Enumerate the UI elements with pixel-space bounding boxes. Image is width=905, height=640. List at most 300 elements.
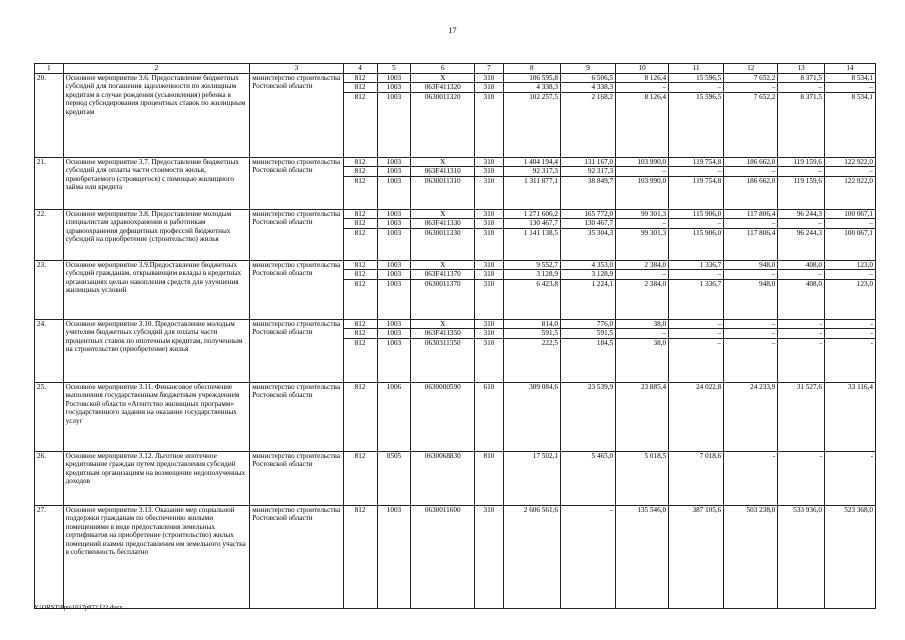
cell-value: 063F411370 <box>411 270 474 279</box>
cell-c11 <box>669 383 724 452</box>
cell-value: 1003 <box>378 320 411 329</box>
cell-c9 <box>560 261 615 320</box>
cell-c5 <box>377 320 411 383</box>
cell-value: 4 338,3 <box>504 83 560 92</box>
cell-value: 1 336,7 <box>699 279 722 288</box>
cell-c10 <box>616 383 669 452</box>
cell-value: 5 465,0 <box>591 452 614 460</box>
responsible-executor: министерство строительства Ростовской области <box>250 452 343 506</box>
cell-value: – <box>669 320 723 329</box>
cell-value: 38 849,7 <box>587 176 614 185</box>
cell-value: – <box>609 506 614 514</box>
cell-c14 <box>824 158 875 210</box>
cell-value: 130 467,7 <box>504 219 560 228</box>
cell-c6 <box>411 506 475 609</box>
cell-value: 131 167,0 <box>561 158 615 167</box>
cell-value: 1003 <box>378 329 411 338</box>
cell-c5 <box>377 74 411 158</box>
cell-value: 15 596,5 <box>669 74 723 83</box>
cell-value: 119 754,8 <box>669 158 723 167</box>
cell-value: 8 534,1 <box>825 74 875 83</box>
cell-value: 24 233,9 <box>750 383 776 391</box>
cell-c9 <box>560 506 615 609</box>
cell-value: 408,0 <box>805 279 822 288</box>
cell-value: 1 271 606,2 <box>504 210 560 219</box>
cell-value: 7 652,2 <box>724 74 777 83</box>
cell-value: - <box>778 329 824 338</box>
cell-c6 <box>411 74 475 158</box>
cell-c7 <box>475 210 504 261</box>
cell-value: 810 <box>483 452 495 460</box>
cell-value: 17 502,1 <box>532 452 558 460</box>
cell-c9 <box>560 158 615 210</box>
cell-value: 1006 <box>386 383 402 391</box>
cell-c10 <box>616 158 669 210</box>
cell-c12 <box>724 320 778 383</box>
cell-value: 106 595,8 <box>504 74 560 83</box>
cell-value: 1003 <box>386 228 402 237</box>
cell-c13 <box>778 506 825 609</box>
cell-value: 812 <box>344 83 377 92</box>
cell-c5 <box>377 452 411 506</box>
cell-value: - <box>825 329 875 338</box>
table-row <box>35 210 876 261</box>
cell-c6 <box>411 452 475 506</box>
file-path-footer: Y:\ORST\Ppo\1017p872.f22.docx <box>34 604 123 611</box>
cell-value: 135 546,0 <box>637 506 667 514</box>
cell-value: 8 126,4 <box>616 74 668 83</box>
cell-c13 <box>778 74 825 158</box>
cell-value: – <box>724 83 777 92</box>
cell-value: X <box>411 261 474 270</box>
header-cell: 3 <box>250 64 343 74</box>
cell-value: 7 018,6 <box>699 452 722 460</box>
cell-value: 812 <box>344 158 377 167</box>
row-number: 26. <box>35 452 64 506</box>
cell-value: 186 662,0 <box>746 176 776 185</box>
table-row <box>35 320 876 383</box>
cell-c5 <box>377 261 411 320</box>
cell-value: 948,0 <box>724 261 777 270</box>
cell-c12 <box>724 452 778 506</box>
cell-value: 165 772,0 <box>561 210 615 219</box>
cell-value: - <box>819 452 822 460</box>
cell-value: 8 371,5 <box>778 74 824 83</box>
cell-c6 <box>411 158 475 210</box>
row-number: 24. <box>35 320 64 383</box>
responsible-executor: министерство строительства Ростовской области <box>250 158 343 210</box>
cell-value: X <box>411 158 474 167</box>
cell-value: 1 141 138,5 <box>523 228 558 237</box>
cell-value: 1003 <box>378 83 411 92</box>
measure-description: Основное мероприятие 3.10. Предоставление молодым учителям бюджетных субсидий для оплаты части процентных ставок по ипотечным кредитам, полученным на строительство (приобретение) жилья <box>63 320 250 383</box>
cell-c13 <box>778 158 825 210</box>
cell-value: 1 224,1 <box>591 279 614 288</box>
header-cell: 11 <box>669 64 724 74</box>
cell-c13 <box>778 261 825 320</box>
cell-c4 <box>343 74 377 158</box>
cell-value: 119 754,8 <box>692 176 722 185</box>
cell-value: – <box>616 167 668 176</box>
cell-value: 102 257,5 <box>529 92 558 101</box>
cell-value: 1003 <box>378 167 411 176</box>
cell-value: 1003 <box>378 210 411 219</box>
cell-c7 <box>475 452 504 506</box>
cell-c4 <box>343 210 377 261</box>
cell-c11 <box>669 506 724 609</box>
cell-value: – <box>724 219 777 228</box>
cell-c12 <box>724 261 778 320</box>
cell-value: 2 606 561,6 <box>523 506 558 514</box>
cell-value: – <box>724 167 777 176</box>
cell-value: 1 311 877,1 <box>524 176 558 185</box>
cell-value: 310 <box>475 320 503 329</box>
cell-value: – <box>669 329 723 338</box>
cell-value: 310 <box>475 261 503 270</box>
header-cell: 2 <box>63 64 250 74</box>
cell-value: 117 806,4 <box>724 210 777 219</box>
cell-c8 <box>503 74 560 158</box>
cell-value: 814,0 <box>504 320 560 329</box>
cell-value: 812 <box>344 74 377 83</box>
cell-value: 31 527,6 <box>796 383 822 391</box>
cell-value: – <box>825 167 875 176</box>
cell-value: 948,0 <box>759 279 776 288</box>
cell-c7 <box>475 383 504 452</box>
cell-c4 <box>343 261 377 320</box>
cell-value: 222,5 <box>541 338 558 347</box>
cell-c5 <box>377 158 411 210</box>
cell-value: 99 301,3 <box>640 228 667 237</box>
cell-value: 122 922,0 <box>844 176 873 185</box>
cell-value: – <box>778 270 824 279</box>
header-cell: 6 <box>411 64 475 74</box>
cell-c7 <box>475 158 504 210</box>
cell-c7 <box>475 506 504 609</box>
cell-value: 610 <box>483 383 495 391</box>
cell-value: – <box>771 338 776 347</box>
cell-value: 812 <box>354 228 366 237</box>
cell-value: 310 <box>475 329 503 338</box>
cell-value: - <box>825 320 875 329</box>
cell-value: 812 <box>344 210 377 219</box>
cell-value: 38,0 <box>653 338 667 347</box>
cell-value: 5 018,5 <box>644 452 667 460</box>
cell-value: 310 <box>483 279 495 288</box>
cell-c14 <box>824 74 875 158</box>
cell-value: 812 <box>354 92 366 101</box>
cell-value: 2 168,2 <box>591 92 614 101</box>
cell-value: - <box>772 452 776 460</box>
cell-value: 123,0 <box>825 261 875 270</box>
cell-c13 <box>778 452 825 506</box>
cell-value: – <box>825 270 875 279</box>
cell-value: 123,0 <box>856 279 873 288</box>
cell-value: 0630311350 <box>424 338 461 347</box>
cell-c10 <box>616 320 669 383</box>
cell-value: 24 022,8 <box>696 383 722 391</box>
cell-value: – <box>724 329 777 338</box>
cell-value: 92 317,3 <box>504 167 560 176</box>
cell-value: 812 <box>344 219 377 228</box>
cell-c11 <box>669 158 724 210</box>
cell-value: 812 <box>354 279 366 288</box>
cell-c8 <box>503 383 560 452</box>
header-cell: 14 <box>824 64 875 74</box>
cell-value: – <box>669 219 723 228</box>
cell-value: 812 <box>354 176 366 185</box>
cell-value: 1003 <box>378 74 411 83</box>
cell-value: 310 <box>483 176 495 185</box>
cell-c10 <box>616 210 669 261</box>
cell-value: 103 990,0 <box>637 176 667 185</box>
cell-c5 <box>377 210 411 261</box>
cell-c9 <box>560 452 615 506</box>
cell-value: 7 652,2 <box>753 92 776 101</box>
cell-value: 1003 <box>386 176 402 185</box>
table-row <box>35 261 876 320</box>
cell-value: – <box>616 329 668 338</box>
cell-value: - <box>778 320 824 329</box>
cell-value: – <box>616 270 668 279</box>
cell-value: 96 244,3 <box>796 228 822 237</box>
header-cell: 9 <box>560 64 615 74</box>
cell-c12 <box>724 74 778 158</box>
responsible-executor: министерство строительства Ростовской области <box>250 261 343 320</box>
cell-value: – <box>669 83 723 92</box>
cell-c11 <box>669 74 724 158</box>
cell-value: 812 <box>354 338 366 347</box>
cell-c10 <box>616 74 669 158</box>
cell-c9 <box>560 320 615 383</box>
cell-value: 1003 <box>378 270 411 279</box>
cell-value: 3 128,9 <box>561 270 615 279</box>
cell-value: 776,0 <box>561 320 615 329</box>
cell-c13 <box>778 320 825 383</box>
cell-value: X <box>411 320 474 329</box>
cell-value: – <box>717 338 722 347</box>
cell-value: 310 <box>475 270 503 279</box>
cell-value: 99 301,3 <box>616 210 668 219</box>
cell-value: 35 304,3 <box>587 228 614 237</box>
cell-value: 115 906,0 <box>692 228 722 237</box>
cell-c6 <box>411 261 475 320</box>
cell-value: 38,0 <box>616 320 668 329</box>
cell-c7 <box>475 261 504 320</box>
cell-c14 <box>824 506 875 609</box>
cell-c14 <box>824 210 875 261</box>
cell-value: 4 353,0 <box>561 261 615 270</box>
table-body <box>35 74 876 609</box>
cell-value: 0505 <box>386 452 402 460</box>
cell-value: 063F411350 <box>411 329 474 338</box>
cell-value: 310 <box>475 219 503 228</box>
cell-c5 <box>377 506 411 609</box>
cell-value: 186 662,0 <box>724 158 777 167</box>
header-row <box>35 64 876 74</box>
cell-c4 <box>343 506 377 609</box>
cell-value: 8 126,4 <box>644 92 667 101</box>
header-cell: 13 <box>778 64 825 74</box>
header-cell: 1 <box>35 64 64 74</box>
cell-value: 96 244,3 <box>778 210 824 219</box>
cell-value: 6 506,5 <box>561 74 615 83</box>
cell-c10 <box>616 261 669 320</box>
cell-value: 310 <box>483 92 495 101</box>
cell-c14 <box>824 320 875 383</box>
cell-value: 310 <box>475 167 503 176</box>
cell-value: 063F411330 <box>411 219 474 228</box>
cell-value: 310 <box>475 74 503 83</box>
cell-value: 591,5 <box>561 329 615 338</box>
cell-c4 <box>343 320 377 383</box>
cell-value: 408,0 <box>778 261 824 270</box>
measure-description: Основное мероприятие 3.7. Предоставление бюджетных субсидий для оплаты части стоимости жилья, приобретаемого (строящегося) с помощью жилищного займа или кредита <box>63 158 250 210</box>
cell-value: 1003 <box>378 261 411 270</box>
cell-value: 100 067,1 <box>844 228 873 237</box>
responsible-executor: министерство строительства Ростовской области <box>250 74 343 158</box>
cell-c14 <box>824 261 875 320</box>
cell-value: X <box>411 74 474 83</box>
responsible-executor: министерство строительства Ростовской области <box>250 383 343 452</box>
cell-value: 310 <box>475 210 503 219</box>
table-row <box>35 158 876 210</box>
budget-table <box>34 63 876 609</box>
table-row <box>35 383 876 452</box>
header-cell: 8 <box>503 64 560 74</box>
cell-value: - <box>819 338 822 347</box>
cell-value: 2 384,0 <box>616 261 668 270</box>
cell-value: - <box>870 338 873 347</box>
cell-value: – <box>825 83 875 92</box>
cell-value: – <box>778 167 824 176</box>
cell-c8 <box>503 320 560 383</box>
cell-c14 <box>824 383 875 452</box>
cell-value: – <box>669 167 723 176</box>
cell-value: – <box>616 219 668 228</box>
cell-value: 0630011330 <box>424 228 461 237</box>
cell-value: 6 423,8 <box>536 279 558 288</box>
cell-c10 <box>616 452 669 506</box>
cell-value: 23 885,4 <box>640 383 667 391</box>
measure-description: Основное мероприятие 3.12. Льготное ипотечное кредитование граждан путем предоставления субсидий кредитным организациям на возмещение недополученных доходов <box>63 452 250 506</box>
cell-c7 <box>475 320 504 383</box>
row-number: 22. <box>35 210 64 261</box>
cell-value: 1 404 194,4 <box>504 158 560 167</box>
measure-description: Основное мероприятие 3.6. Предоставление бюджетных субсидий для погашения задолженности по жилищным кредитам в случае рождения (усыновления) ребенка в период субсидирования процентных ставок по жилищным кредитам <box>63 74 250 158</box>
cell-c8 <box>503 452 560 506</box>
cell-c8 <box>503 506 560 609</box>
cell-value: – <box>724 270 777 279</box>
cell-c7 <box>475 74 504 158</box>
cell-value: 184,5 <box>596 338 614 347</box>
header-cell: 7 <box>475 64 504 74</box>
row-number: 21. <box>35 158 64 210</box>
cell-value: 130 467,7 <box>561 219 615 228</box>
cell-value: 122 922,0 <box>825 158 875 167</box>
cell-c12 <box>724 383 778 452</box>
cell-c12 <box>724 210 778 261</box>
cell-value: 1 336,7 <box>669 261 723 270</box>
cell-value: 1003 <box>378 219 411 228</box>
cell-value: 1003 <box>386 506 402 514</box>
cell-c6 <box>411 210 475 261</box>
cell-value: X <box>411 210 474 219</box>
cell-value: 812 <box>354 506 366 514</box>
cell-c8 <box>503 210 560 261</box>
cell-value: 812 <box>344 261 377 270</box>
cell-value: 310 <box>483 506 495 514</box>
cell-value: 533 936,0 <box>793 506 822 514</box>
cell-c4 <box>343 383 377 452</box>
cell-value: 310 <box>475 158 503 167</box>
cell-value: 8 371,5 <box>800 92 822 101</box>
cell-value: – <box>825 219 875 228</box>
cell-value: – <box>669 270 723 279</box>
cell-value: 0630011310 <box>424 176 461 185</box>
cell-c8 <box>503 261 560 320</box>
cell-value: 92 317,3 <box>561 167 615 176</box>
cell-c9 <box>560 74 615 158</box>
responsible-executor: министерство строительства Ростовской области <box>250 506 343 609</box>
cell-value: 3 128,9 <box>504 270 560 279</box>
cell-value: 591,5 <box>504 329 560 338</box>
cell-c4 <box>343 158 377 210</box>
cell-value: 812 <box>354 452 366 460</box>
cell-value: 0630011320 <box>424 92 461 101</box>
cell-value: 063F411320 <box>411 83 474 92</box>
cell-value: 812 <box>354 383 366 391</box>
cell-value: 100 067,1 <box>825 210 875 219</box>
cell-c11 <box>669 452 724 506</box>
cell-c9 <box>560 383 615 452</box>
cell-c12 <box>724 158 778 210</box>
cell-value: – <box>778 219 824 228</box>
table-row <box>35 452 876 506</box>
cell-value: 310 <box>475 83 503 92</box>
cell-c6 <box>411 320 475 383</box>
cell-value: 1003 <box>386 279 402 288</box>
cell-value: 812 <box>344 270 377 279</box>
cell-value: - <box>870 452 873 460</box>
cell-value: 812 <box>344 320 377 329</box>
cell-c13 <box>778 383 825 452</box>
measure-description: Основное мероприятие 3.9.Предоставление бюджетных субсидий гражданам, открывающим вклады в кредитных организациях целью накопления средств для улучшения жилищных условий <box>63 261 250 320</box>
cell-value: 103 990,0 <box>616 158 668 167</box>
cell-value: 2 384,0 <box>644 279 667 288</box>
cell-c9 <box>560 210 615 261</box>
page-number: 17 <box>448 26 457 35</box>
table-row <box>35 506 876 609</box>
cell-value: – <box>616 83 668 92</box>
cell-c6 <box>411 383 475 452</box>
row-number: 23. <box>35 261 64 320</box>
cell-value: 812 <box>344 167 377 176</box>
cell-value: 310 <box>483 338 495 347</box>
measure-description: Основное мероприятие 3.8. Предоставление молодым специалистам здравоохранения и работникам здравоохранения дефицитных профессий бюджетных субсидий на приобретение (строительство) жилья <box>63 210 250 261</box>
cell-value: 1003 <box>386 338 402 347</box>
cell-value: 1003 <box>378 158 411 167</box>
cell-value: 0630068830 <box>424 452 461 460</box>
cell-c14 <box>824 452 875 506</box>
cell-value: 812 <box>344 329 377 338</box>
cell-value: – <box>778 83 824 92</box>
row-number: 25. <box>35 383 64 452</box>
cell-c4 <box>343 452 377 506</box>
cell-c10 <box>616 506 669 609</box>
responsible-executor: министерство строительства Ростовской области <box>250 210 343 261</box>
measure-description: Основное мероприятие 3.11. Финансовое обеспечение выполнения государственным бюджетным учреждением Ростовской области «Агентство жилищных программ» государственного задания на оказание государственных услуг <box>63 383 250 452</box>
